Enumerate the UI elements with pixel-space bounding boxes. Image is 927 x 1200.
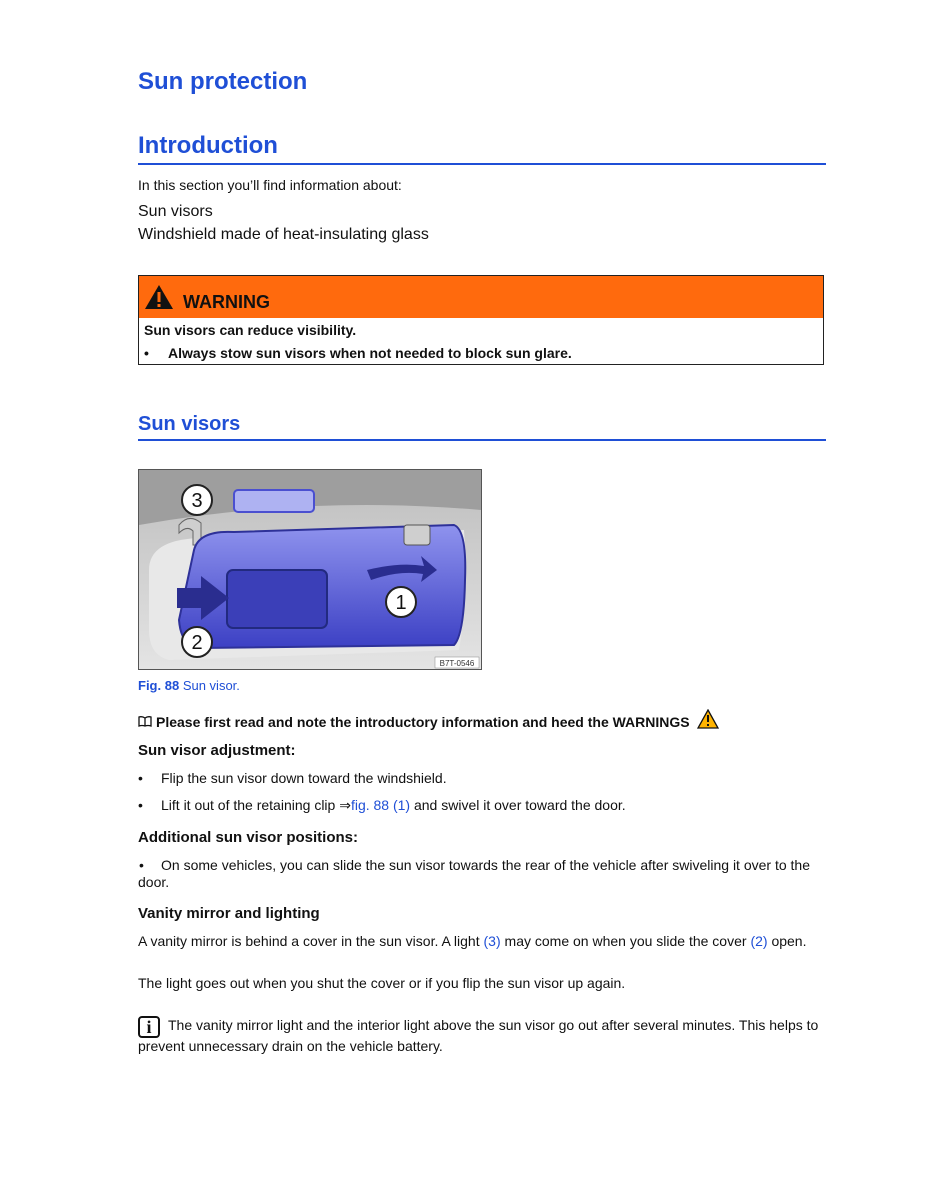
- list-item: [138, 797, 826, 814]
- list-item: [138, 770, 826, 786]
- warning-text: Sun visors can reduce visibility.: [144, 322, 357, 338]
- vanity-paragraph-2: The light goes out when you shut the cover or if you flip the sun visor up again.: [138, 975, 626, 991]
- callout-3-label: 3: [191, 490, 203, 512]
- text: open.: [767, 933, 807, 949]
- list-item: [138, 857, 826, 891]
- warning-triangle-icon: [144, 284, 174, 310]
- callout-1-label: 1: [395, 592, 407, 614]
- warning-box: [138, 275, 824, 365]
- text: may come on when you slide the cover: [500, 933, 751, 949]
- info-icon: i: [138, 1016, 160, 1038]
- vanity-paragraph: [138, 933, 826, 950]
- subheading-positions: Additional sun visor positions:: [138, 829, 359, 846]
- text: A vanity mirror is behind a cover in the sun visor. A light: [138, 933, 484, 949]
- figure-code: B7T-0546: [439, 659, 475, 668]
- bullet: •: [138, 770, 143, 786]
- info-note-text: The vanity mirror light and the interior light above the sun visor go out after several minutes. This helps to prevent unnecessary drain on the vehicle battery.: [138, 1017, 819, 1054]
- info-note: [138, 1016, 826, 1055]
- subheading-adjustment: Sun visor adjustment:: [138, 742, 296, 759]
- list-item-text: Lift it out of the retaining clip ⇒: [161, 797, 351, 813]
- list-item-text: and swivel it over toward the door.: [410, 797, 626, 813]
- read-first-text: Please first read and note the introductory information and heed the WARNINGS: [156, 714, 690, 730]
- warning-bullet-text: Always stow sun visors when not needed to block sun glare.: [168, 345, 572, 361]
- list-item-text: On some vehicles, you can slide the sun visor towards the rear of the vehicle after swiveling it over to the door.: [138, 857, 810, 890]
- callout-link[interactable]: (2): [750, 933, 768, 949]
- subheading-vanity: Vanity mirror and lighting: [138, 905, 320, 922]
- figure-label: Fig. 88: [138, 678, 180, 693]
- page-title: Sun protection: [138, 68, 308, 95]
- callout-2-label: 2: [191, 632, 203, 654]
- list-item-text: Flip the sun visor down toward the windshield.: [161, 770, 447, 786]
- callout-1: [386, 587, 416, 617]
- intro-lead: In this section you’ll find information about:: [138, 177, 402, 193]
- warning-triangle-icon: [697, 709, 719, 729]
- intro-item: Windshield made of heat-insulating glass: [138, 226, 429, 243]
- callout-link[interactable]: (3): [483, 933, 501, 949]
- section-heading-sun-visors: Sun visors: [138, 413, 826, 441]
- intro-item: Sun visors: [138, 203, 213, 220]
- bullet: •: [138, 797, 143, 813]
- book-icon: [138, 714, 156, 730]
- warning-bullet-item: [144, 345, 572, 361]
- warning-label: WARNING: [183, 292, 270, 312]
- section-heading-introduction: Introduction: [138, 132, 826, 165]
- fig-link[interactable]: fig. 88 (1): [350, 797, 411, 813]
- bullet: •: [144, 345, 149, 361]
- bullet: •: [139, 857, 144, 873]
- sun-visor-illustration: [139, 470, 481, 669]
- figure-caption-text: Sun visor.: [182, 678, 240, 693]
- warning-header: [139, 276, 823, 318]
- callout-2: [182, 627, 212, 657]
- figure-caption: [138, 678, 240, 693]
- callout-3: [182, 485, 212, 515]
- sun-visor-figure: [138, 469, 482, 670]
- read-first-note: [138, 709, 719, 730]
